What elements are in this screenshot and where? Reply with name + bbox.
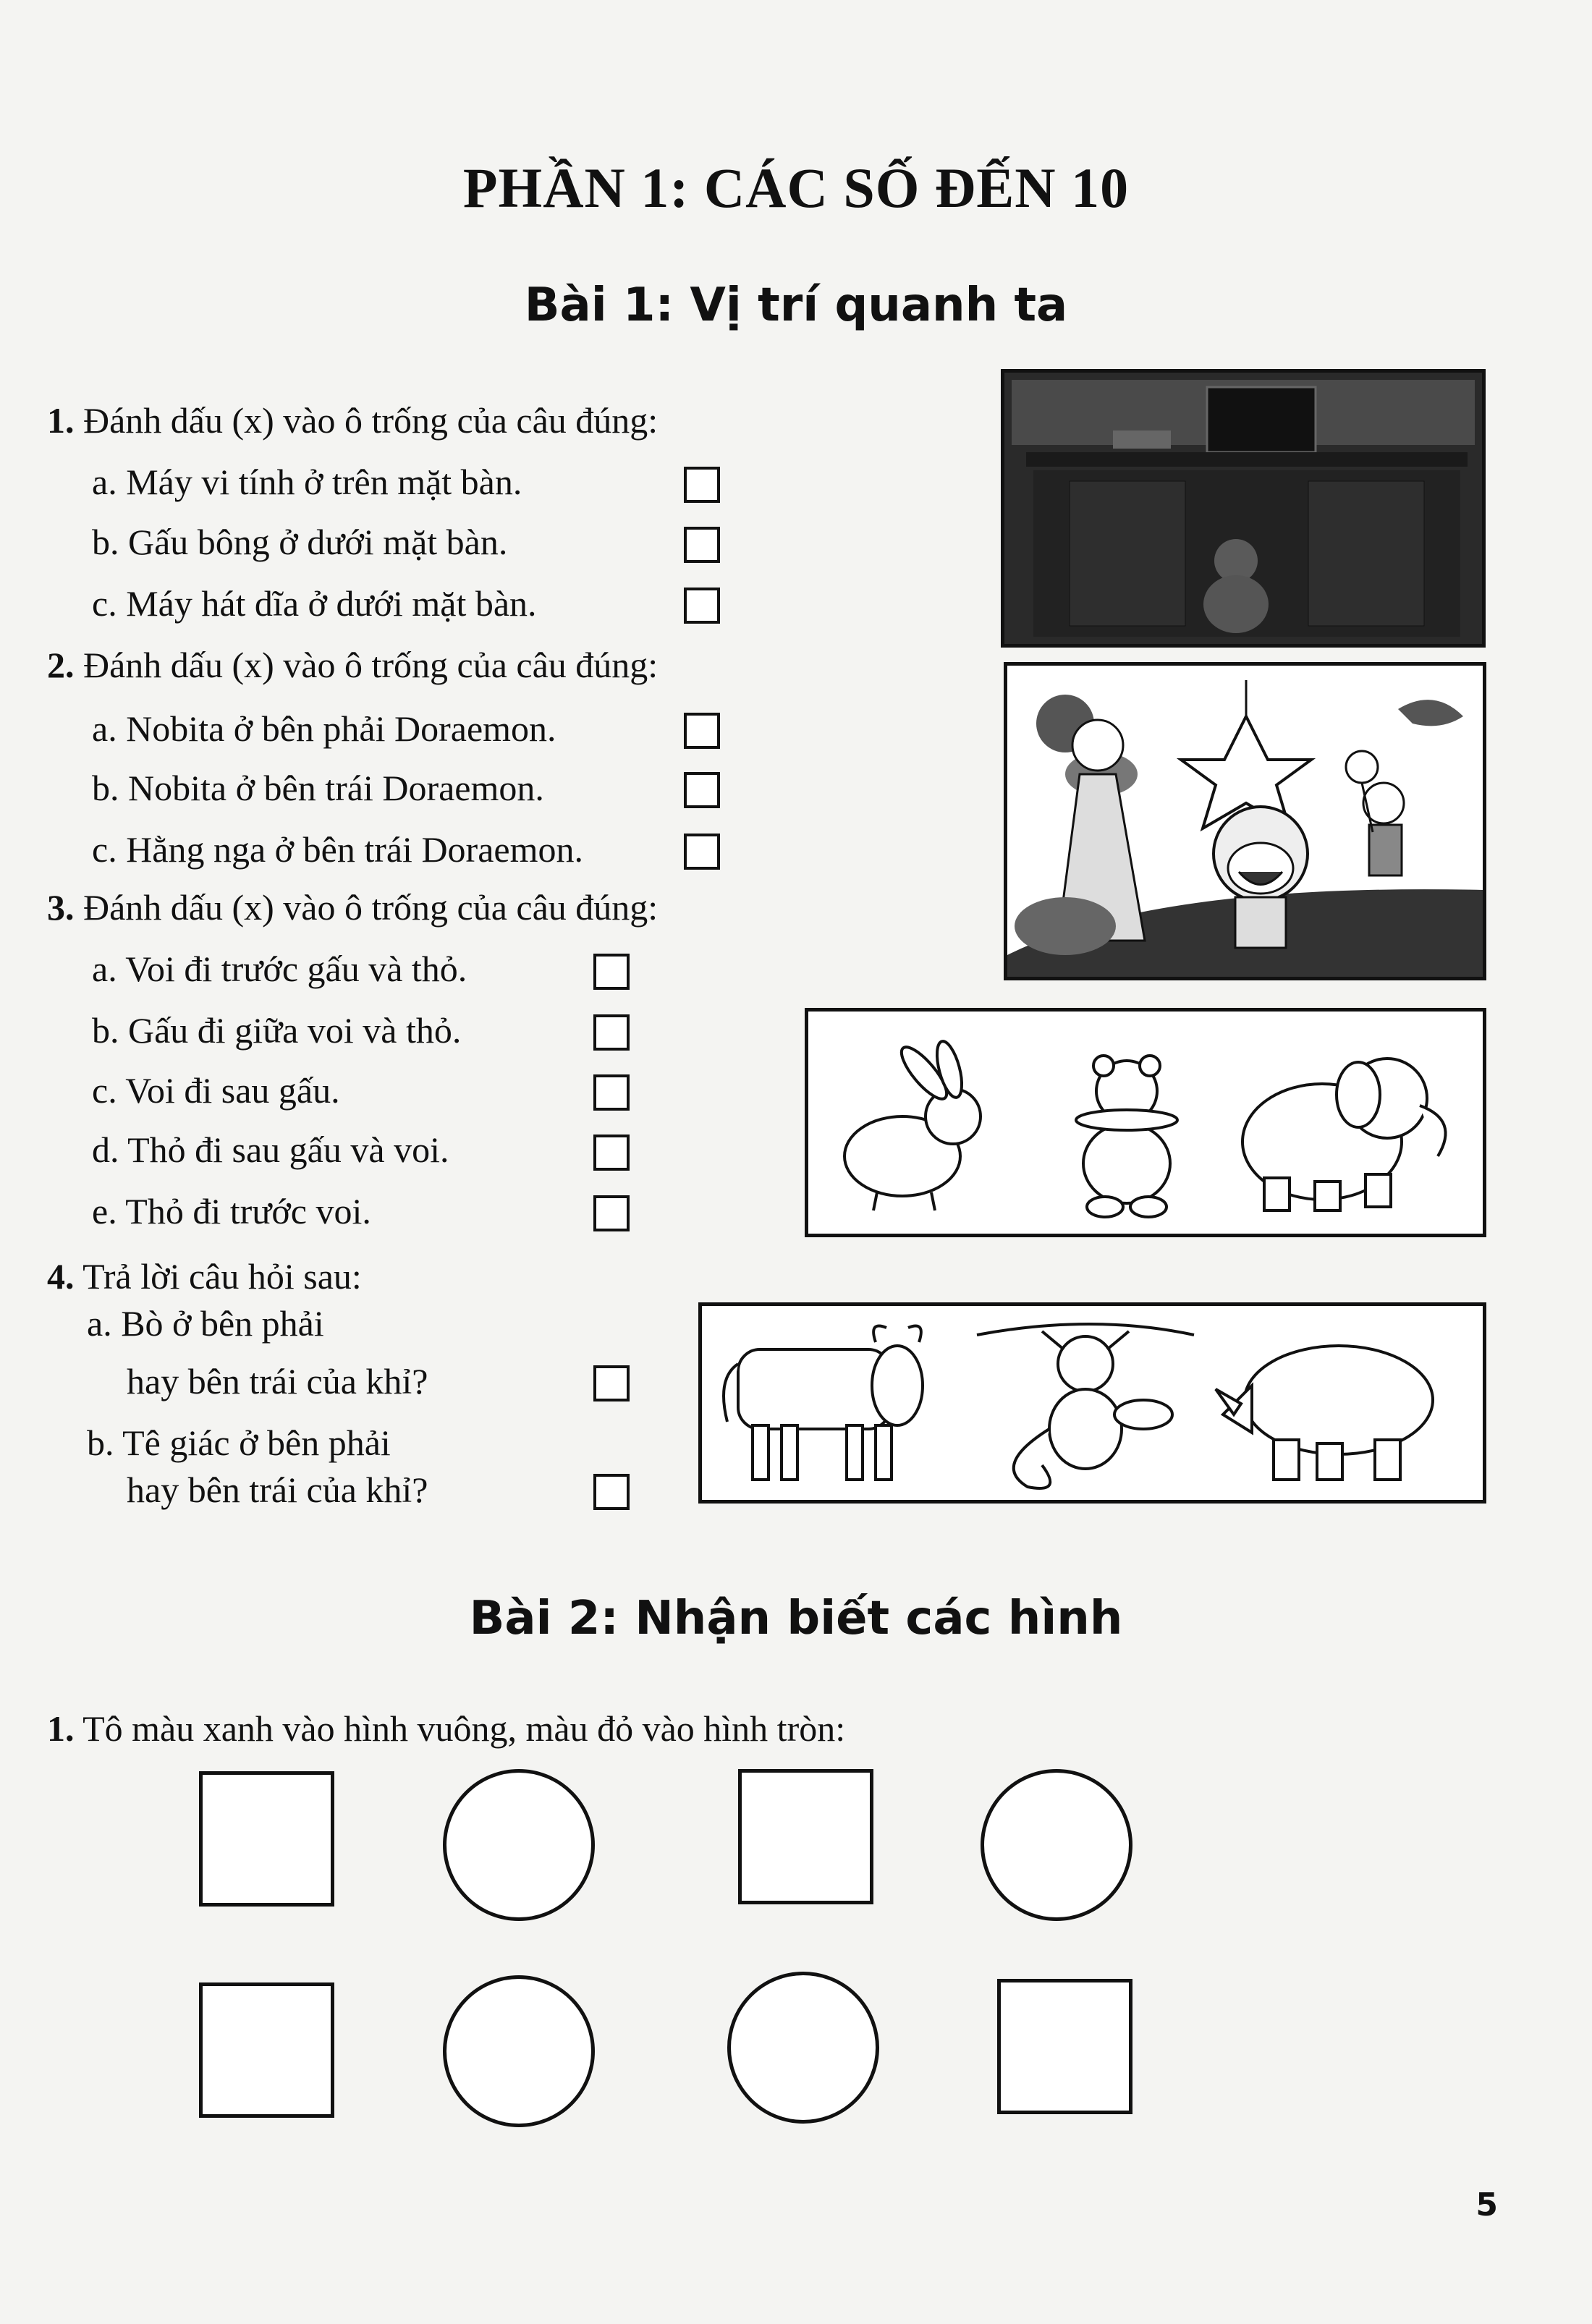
doraemon-picture [1004, 662, 1486, 980]
answer-checkbox[interactable] [593, 1135, 630, 1171]
circle-shape[interactable] [443, 1769, 595, 1921]
lesson-2-title: Bài 2: Nhận biết các hình [469, 1592, 1123, 1645]
option-text: a. Voi đi trước gấu và thỏ. [92, 949, 467, 989]
answer-checkbox[interactable] [593, 1195, 630, 1231]
page-number: 5 [1475, 2187, 1498, 2223]
option-text: c. Hằng nga ở bên trái Doraemon. [92, 829, 583, 870]
square-shape[interactable] [199, 1982, 334, 2118]
option-text: hay bên trái của khỉ? [127, 1361, 428, 1401]
circle-shape[interactable] [981, 1769, 1132, 1921]
part-title: PHẦN 1: CÁC SỐ ĐẾN 10 [462, 156, 1130, 219]
option-text: a. Nobita ở bên phải Doraemon. [92, 708, 556, 749]
animals-parade-picture [805, 1008, 1486, 1237]
question-4 [47, 1255, 362, 1297]
cow-monkey-rhino-picture [698, 1302, 1486, 1504]
question-1 [47, 399, 658, 441]
option-text: b. Gấu bông ở dưới mặt bàn. [92, 522, 508, 562]
answer-checkbox[interactable] [684, 467, 720, 503]
lesson-2-question-1 [47, 1708, 845, 1750]
question-2 [47, 644, 658, 686]
question-text: Đánh dấu (x) vào ô trống của câu đúng: [83, 887, 659, 928]
lesson-1-title: Bài 1: Vị trí quanh ta [524, 279, 1068, 332]
circle-shape[interactable] [443, 1975, 595, 2127]
option-text: b. Gấu đi giữa voi và thỏ. [92, 1010, 462, 1051]
option-text: c. Voi đi sau gấu. [92, 1070, 340, 1111]
answer-checkbox[interactable] [684, 527, 720, 563]
option-text: a. Máy vi tính ở trên mặt bàn. [92, 462, 522, 502]
rabbit-bear-elephant-illustration [808, 1012, 1483, 1234]
option-text: a. Bò ở bên phải [87, 1303, 324, 1344]
option-text: e. Thỏ đi trước voi. [92, 1191, 371, 1231]
question-text: Tô màu xanh vào hình vuông, màu đỏ vào hình tròn: [82, 1708, 846, 1749]
question-text: Đánh dấu (x) vào ô trống của câu đúng: [83, 645, 659, 685]
question-number: 1. [47, 400, 75, 441]
question-text: Đánh dấu (x) vào ô trống của câu đúng: [83, 400, 659, 441]
option-text: b. Tê giác ở bên phải [87, 1422, 391, 1463]
option-text: hay bên trái của khỉ? [127, 1470, 428, 1510]
question-text: Trả lời câu hỏi sau: [82, 1256, 362, 1297]
square-shape[interactable] [738, 1769, 873, 1904]
desk-scene-illustration [1004, 373, 1482, 644]
desk-photo [1001, 369, 1486, 648]
answer-checkbox[interactable] [593, 1074, 630, 1111]
cow-monkey-rhino-illustration [702, 1306, 1483, 1500]
square-shape[interactable] [997, 1979, 1132, 2114]
answer-checkbox[interactable] [593, 1474, 630, 1510]
answer-checkbox[interactable] [684, 588, 720, 624]
question-3 [47, 886, 658, 928]
answer-checkbox[interactable] [593, 954, 630, 990]
option-text: d. Thỏ đi sau gấu và voi. [92, 1129, 449, 1170]
answer-checkbox[interactable] [684, 713, 720, 749]
question-number: 4. [47, 1256, 75, 1297]
option-text: b. Nobita ở bên trái Doraemon. [92, 768, 544, 808]
question-number: 2. [47, 645, 75, 685]
answer-checkbox[interactable] [593, 1014, 630, 1051]
option-text: c. Máy hát dĩa ở dưới mặt bàn. [92, 583, 537, 624]
circle-shape[interactable] [727, 1972, 879, 2124]
answer-checkbox[interactable] [684, 834, 720, 870]
square-shape[interactable] [199, 1771, 334, 1907]
doraemon-scene-illustration [1007, 666, 1483, 977]
answer-checkbox[interactable] [684, 772, 720, 808]
question-number: 3. [47, 887, 75, 928]
question-number: 1. [47, 1708, 75, 1749]
answer-checkbox[interactable] [593, 1365, 630, 1401]
